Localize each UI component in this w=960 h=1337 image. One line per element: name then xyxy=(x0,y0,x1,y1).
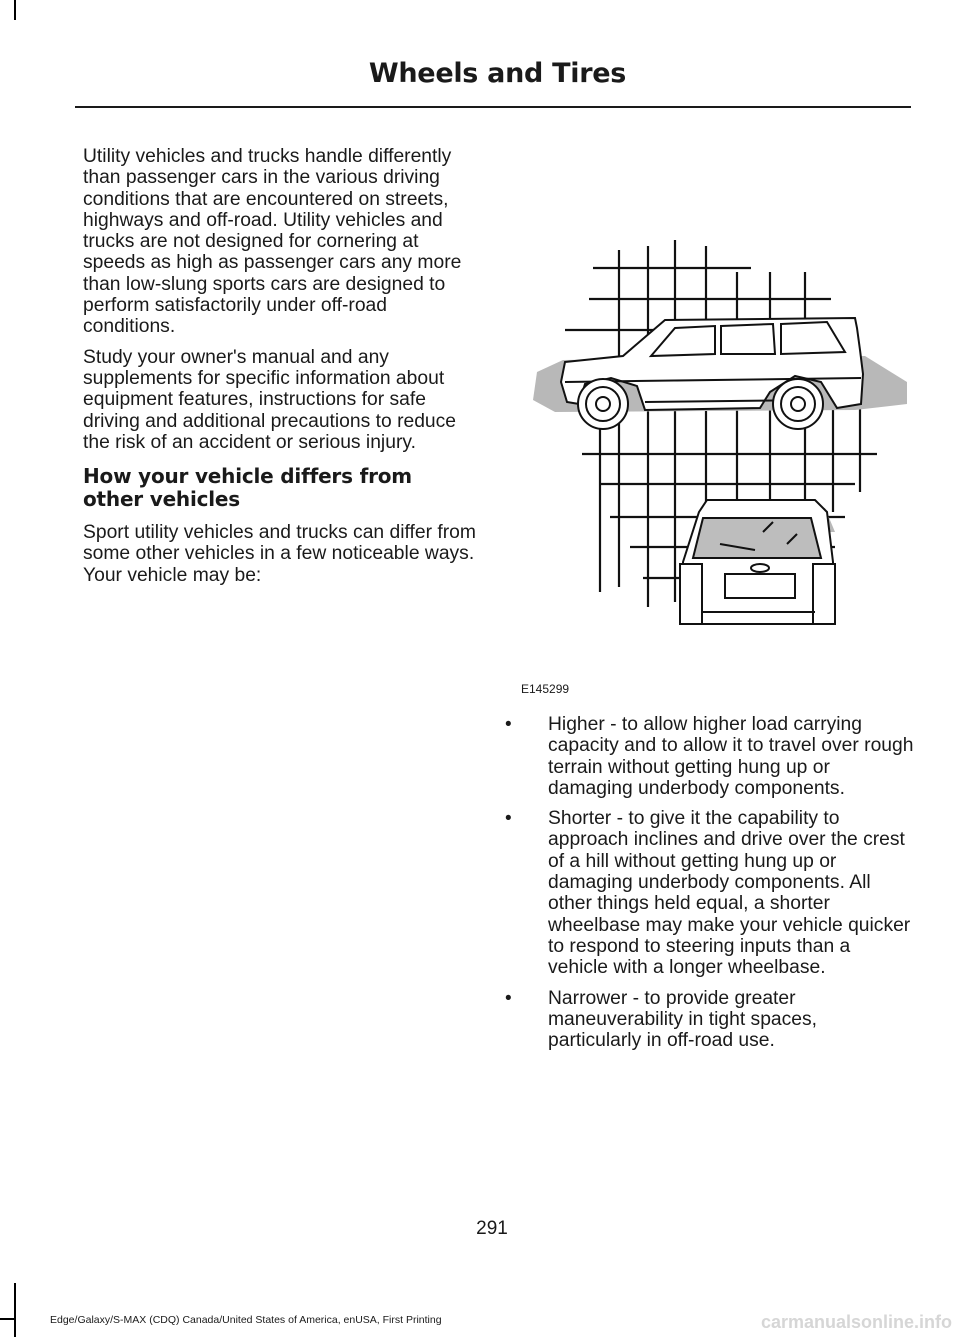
page-title: Wheels and Tires xyxy=(368,58,626,89)
section-heading: How your vehicle differs from other vehicles xyxy=(83,464,412,512)
bullet-text: Shorter - to give it the capability to approach inclines and drive over the crest of a hill without getting hung up or damaging underbody components. All other things held equal, a shorter wheelbase may make your vehicle quicker to respond to steering inputs than a vehicle with a longer wheelbase. xyxy=(548,808,911,979)
title-divider xyxy=(75,106,911,108)
watermark: carmanualsonline.info xyxy=(760,1312,952,1332)
left-column xyxy=(83,146,478,595)
intro-paragraph: Utility vehicles and trucks handle differently than passenger cars in the various driving conditions that are encountered on streets, highways and off-road. Utility vehicles and trucks are not designed for cornering at speeds as high as passenger cars any more than low-slung sports cars are designed to perform satisfactorily under off-road conditions. xyxy=(83,146,462,338)
page-number: 291 xyxy=(476,1218,508,1239)
bullet-icon: • xyxy=(505,987,512,1009)
edition-footer: Edge/Galaxy/S-MAX (CDQ) Canada/United States of America, enUSA, First Printing xyxy=(50,1314,442,1326)
bullet-icon: • xyxy=(505,808,512,830)
list-item xyxy=(505,808,915,978)
crop-mark-bottom-left-h xyxy=(0,1318,16,1320)
figure-code: E145299 xyxy=(521,682,570,696)
suv-illustration xyxy=(515,232,915,702)
manual-paragraph: Study your owner's manual and any supplements for specific information about equipment features, instructions for safe driving and additional precautions to reduce the risk of an accident or serious injury. xyxy=(83,346,457,453)
list-item xyxy=(505,714,915,799)
crop-mark-bottom-left xyxy=(14,1283,16,1337)
bullet-icon: • xyxy=(505,714,512,735)
differences-paragraph: Sport utility vehicles and trucks can differ from some other vehicles in a few noticeable ways. Your vehicle may be: xyxy=(83,522,476,586)
bullet-text: Narrower - to provide greater maneuverability in tight spaces, particularly in off-road use. xyxy=(548,987,818,1052)
list-item xyxy=(505,988,915,1052)
bullet-list xyxy=(505,714,915,1060)
bullet-text: Higher - to allow higher load carrying capacity and to allow it to travel over rough terrain without getting hung up or damaging underbody components. xyxy=(548,714,914,799)
suv-grid-icon xyxy=(515,232,915,702)
crop-mark-top-left xyxy=(14,0,16,20)
